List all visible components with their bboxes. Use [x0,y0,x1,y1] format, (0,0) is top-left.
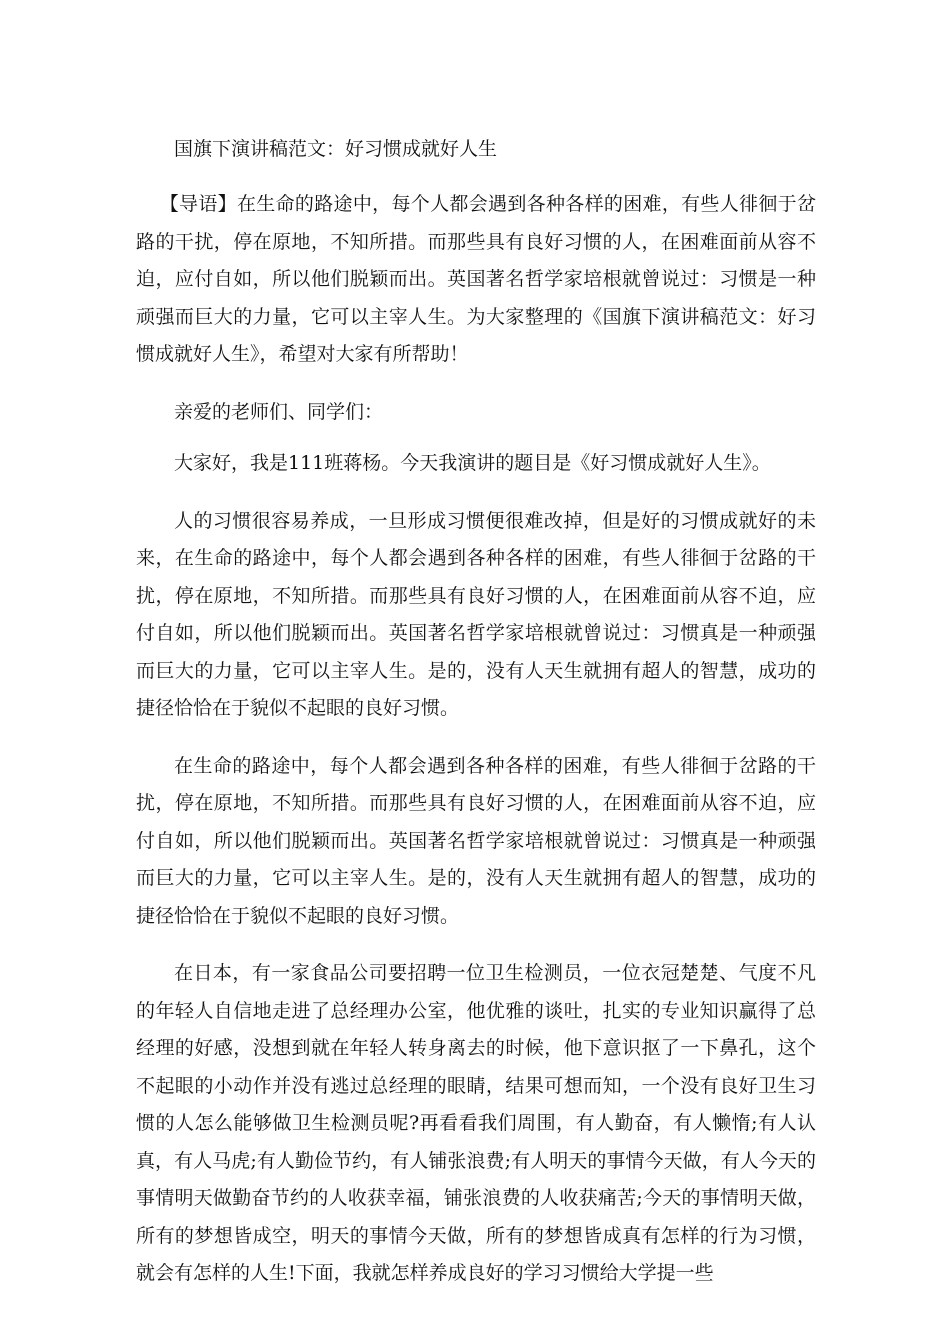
body-paragraph-2: 在生命的路途中，每个人都会遇到各种各样的困难，有些人徘徊于岔路的干扰，停在原地，不知所措。而那些具有良好习惯的人，在困难面前从容不迫，应付自如，所以他们脱颖而出。英国著名哲学家培根就曾说过：习惯真是一种顽强而巨大的力量，它可以主宰人生。是的，没有人天生就拥有超人的智慧，成功的捷径恰恰在于貌似不起眼的良好习惯。 [136,754,816,927]
greeting-line: 亲爱的老师们、同学们： [174,400,384,423]
document-page [136,134,816,1293]
body-paragraph-1: 人的习惯很容易养成，一旦形成习惯便很难改掉，但是好的习惯成就好的未来，在生命的路途中，每个人都会遇到各种各样的困难，有些人徘徊于岔路的干扰，停在原地，不知所措。而那些具有良好习惯的人，在困难面前从容不迫，应付自如，所以他们脱颖而出。英国著名哲学家培根就曾说过：习惯真是一种顽强而巨大的力量，它可以主宰人生。是的，没有人天生就拥有超人的智慧，成功的捷径恰恰在于貌似不起眼的良好习惯。 [136,509,816,719]
document-title: 国旗下演讲稿范文：好习惯成就好人生 [174,138,498,160]
body-paragraph-3: 在日本，有一家食品公司要招聘一位卫生检测员，一位衣冠楚楚、气度不凡的年轻人自信地走进了总经理办公室，他优雅的谈吐，扎实的专业知识赢得了总经理的好感，没想到就在年轻人转身离去的时候，他下意识抠了一下鼻孔，这个不起眼的小动作并没有逃过总经理的眼睛，结果可想而知，一个没有良好卫生习惯的人怎么能够做卫生检测员呢?再看看我们周围，有人勤奋，有人懒惰;有人认真，有人马虎;有人勤俭节约，有人铺张浪费;有人明天的事情今天做，有人今天的事情明天做勤奋节约的人收获幸福，铺张浪费的人收获痛苦;今天的事情明天做，所有的梦想皆成空，明天的事情今天做，所有的梦想皆成真有怎样的行为习惯，就会有怎样的人生!下面，我就怎样养成良好的学习习惯给大学提一些 [136,962,816,1284]
opening-line: 大家好，我是111班蒋杨。今天我演讲的题目是《好习惯成就好人生》。 [174,452,771,474]
intro-paragraph: 【导语】在生命的路途中，每个人都会遇到各种各样的困难，有些人徘徊于岔路的干扰，停在原地，不知所措。而那些具有良好习惯的人，在困难面前从容不迫，应付自如，所以他们脱颖而出。英国著名哲学家培根就曾说过：习惯是一种顽强而巨大的力量，它可以主宰人生。为大家整理的《国旗下演讲稿范文：好习惯成就好人生》，希望对大家有所帮助！ [136,193,816,365]
